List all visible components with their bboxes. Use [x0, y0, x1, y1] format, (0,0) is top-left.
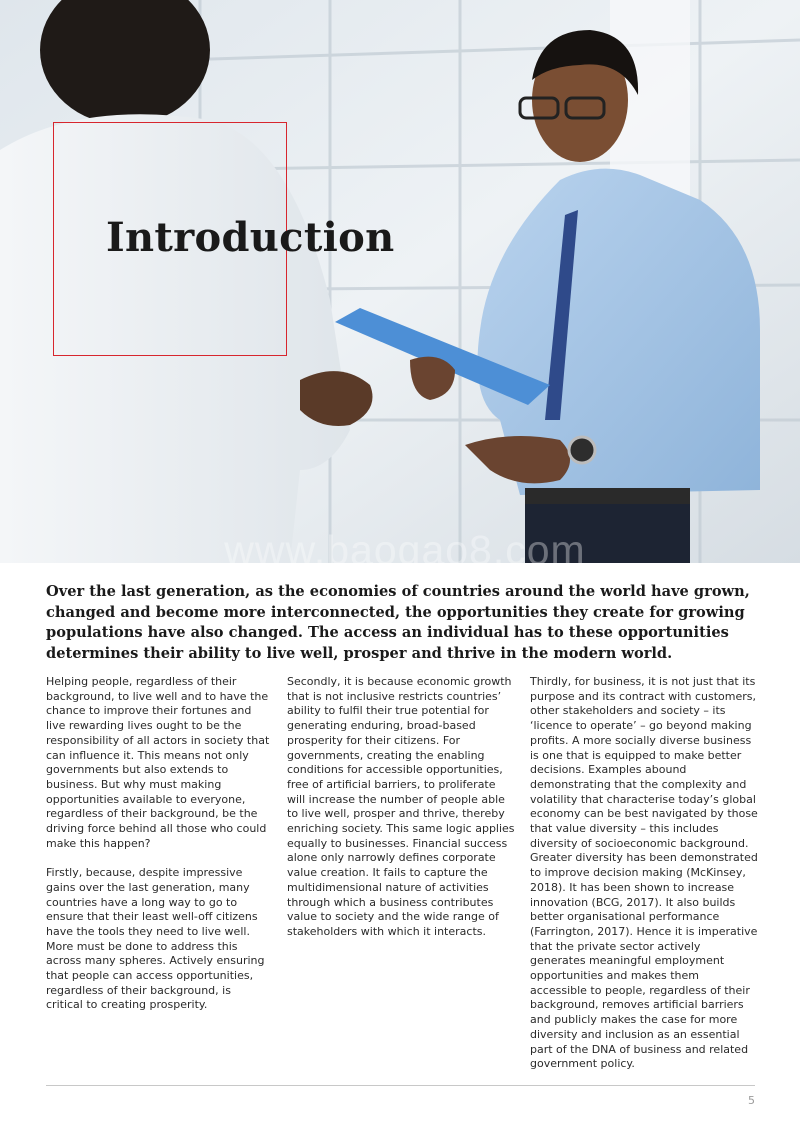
paragraph: Secondly, it is because economic growth that is not inclusive restricts countries’ ability to fulfil their true potential for generating enduring, broad-based prosperity for their citizens. For governments, creating the enabling conditions for accessible opportunities, free of artificial barriers, to proliferate will increase the number of people able to live well, prosper and thrive, thereby enriching society. This same logic applies equally to businesses. Financial success alone only narrowly defines corporate value creation. It fails to capture the multidimensional nature of activities through which a business contributes value to society and the wide range of stakeholders with which it interacts.: [287, 675, 515, 938]
page-title: Introduction: [106, 214, 395, 261]
column-3: [530, 675, 758, 1087]
paragraph: Thirdly, for business, it is not just that its purpose and its contract with customers, other stakeholders and society – its ‘licence to operate’ – go beyond making profits. A more socially diverse business is one that is equipped to make better decisions. Examples abound demonstrating that the complexity and volatility that characterise today’s global economy can be best navigated by those that value diversity – this includes diversity of socioeconomic background. Greater diversity has been demonstrated to improve decision making (McKinsey, 2018). It has been shown to increase innovation (BCG, 2017). It also builds better organisational performance (Farrington, 2017). Hence it is imperative that the private sector actively generates meaningful employment opportunities and makes them accessible to people, regardless of their background, removes artificial barriers and publicly makes the case for more diversity and inclusion as an essential part of the DNA of business and related government policy.: [530, 675, 758, 1071]
lede-paragraph: Over the last generation, as the economies of countries around the world have grown, changed and become more interconnected, the opportunities they create for growing populations have also changed. The access an individual has to these opportunities determines their ability to live well, prosper and thrive in the modern world.: [46, 583, 750, 662]
watermark: www.baogao8.com: [224, 527, 586, 573]
footer-divider: [46, 1085, 755, 1086]
column-2: [287, 675, 515, 954]
page-number: 5: [748, 1094, 755, 1107]
body-columns: [46, 675, 758, 1071]
column-1: [46, 675, 271, 1028]
paragraph: Helping people, regardless of their background, to live well and to have the chance to improve their fortunes and live rewarding lives ought to be the responsibility of all actors in society that can influence it. This means not only governments but also extends to business. But why must making opportunities available to everyone, regardless of their background, be the driving force behind all those who could make this happen?: [46, 675, 270, 850]
paragraph: Firstly, because, despite impressive gains over the last generation, many countries have a long way to go to ensure that their least well-off citizens have the tools they need to live well. More must be done to address this across many spheres. Actively ensuring that people can access opportunities, regardless of their background, is critical to creating prosperity.: [46, 866, 265, 1012]
